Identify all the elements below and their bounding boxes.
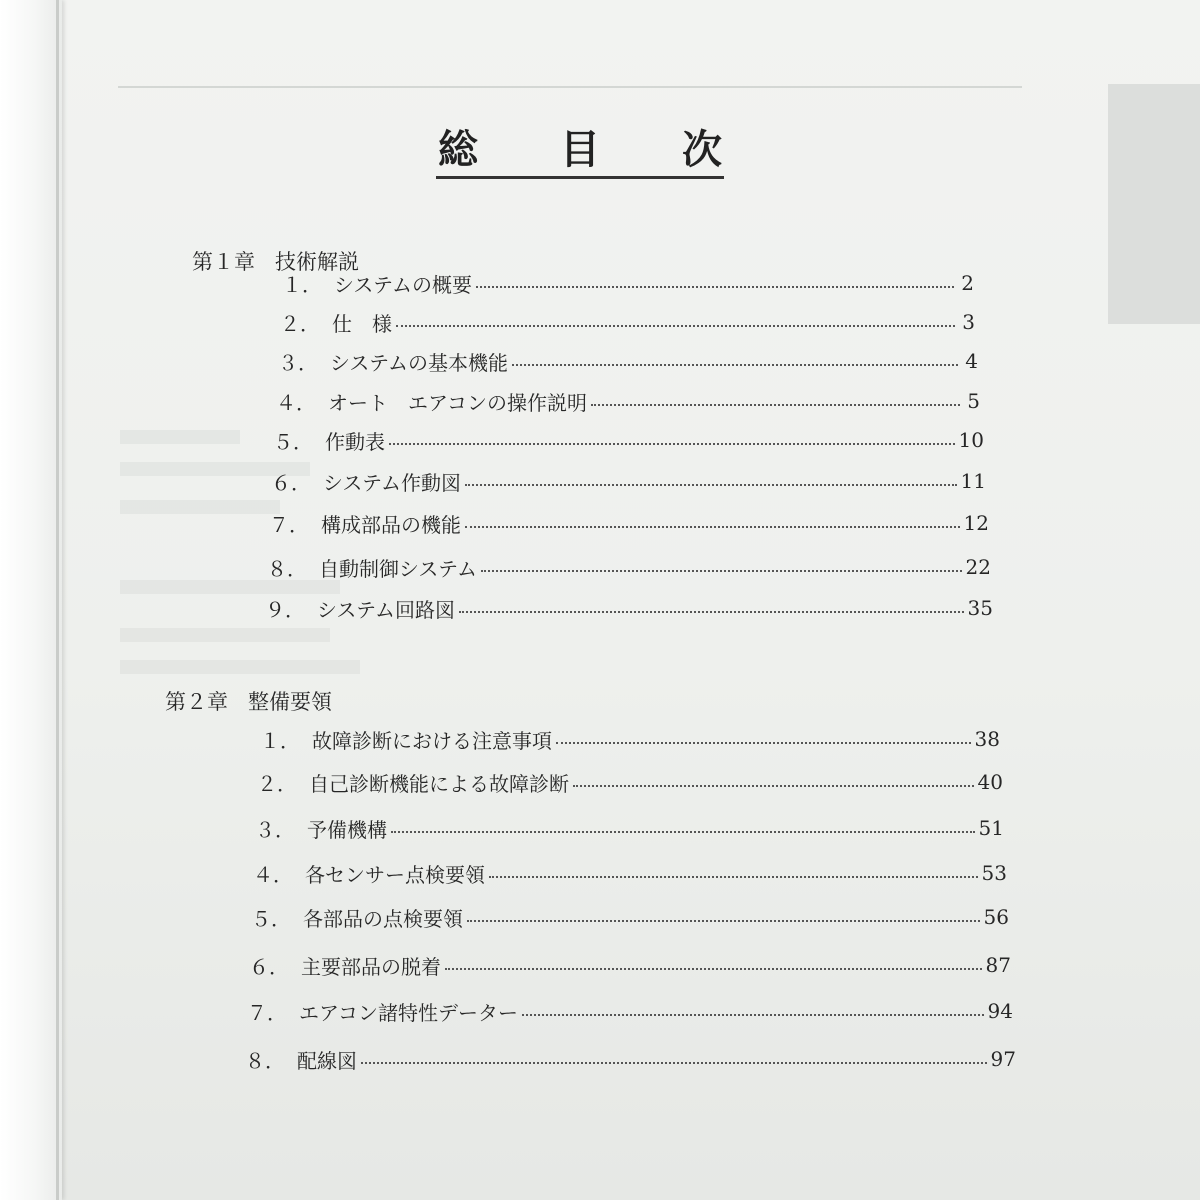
dot-leader [459, 611, 964, 613]
entry-label: システムの概要 [334, 272, 472, 297]
chapter-2-heading [165, 686, 332, 716]
chapter-title: 技術解説 [275, 250, 359, 274]
chapter-title: 整備要領 [248, 690, 332, 714]
entry-label: 主要部品の脱着 [301, 954, 441, 979]
entry-page: 56 [983, 905, 1009, 929]
toc-entry [245, 1044, 1016, 1074]
entry-page: 11 [960, 469, 986, 493]
dot-leader [467, 920, 980, 922]
chapter-number: 第１章 [192, 250, 255, 274]
page-title [438, 118, 724, 174]
entry-label: 故障診断における注意事項 [312, 728, 552, 753]
title-char: 総 [438, 125, 480, 173]
entry-number: ２． [257, 771, 297, 796]
dot-leader [522, 1014, 984, 1016]
toc-entry [282, 268, 974, 298]
bleed-through [120, 430, 240, 444]
title-char: 目 [560, 125, 602, 173]
entry-page: 10 [958, 428, 984, 452]
entry-label: オート エアコンの操作説明 [328, 390, 587, 415]
toc-entry [253, 858, 1007, 888]
bleed-through [120, 500, 280, 514]
entry-number: ９． [265, 597, 305, 622]
entry-page: 3 [962, 310, 975, 334]
dot-leader [512, 364, 958, 366]
toc-entry [255, 813, 1004, 843]
entry-number: ３． [278, 350, 318, 375]
binding-edge [56, 0, 59, 1200]
dot-leader [465, 526, 960, 528]
dot-leader [396, 325, 955, 327]
dot-leader [391, 831, 975, 833]
entry-label: 予備機構 [307, 817, 387, 842]
dot-leader [573, 785, 974, 787]
toc-entry [276, 386, 980, 416]
entry-page: 51 [978, 816, 1004, 840]
entry-page: 87 [985, 953, 1011, 977]
dot-leader [476, 286, 954, 288]
toc-entry [278, 346, 978, 376]
dot-leader [556, 742, 971, 744]
entry-page: 2 [961, 271, 974, 295]
dot-leader [389, 443, 955, 445]
dot-leader [591, 404, 960, 406]
entry-label: エアコン諸特性データー [299, 1000, 518, 1025]
entry-number: １． [260, 728, 300, 753]
toc-entry [265, 593, 993, 623]
dot-leader [445, 968, 982, 970]
entry-number: ４． [253, 862, 293, 887]
entry-number: ６． [271, 470, 311, 495]
entry-label: 自己診断機能による故障診断 [309, 771, 569, 796]
entry-number: ５． [251, 906, 291, 931]
toc-entry [257, 767, 1003, 797]
bleed-through [120, 580, 340, 594]
entry-label: 配線図 [297, 1048, 357, 1073]
chapter-number: 第２章 [165, 690, 228, 714]
entry-number: ７． [269, 512, 309, 537]
entry-page: 35 [967, 596, 993, 620]
dot-leader [465, 484, 957, 486]
entry-page: 4 [965, 349, 978, 373]
bleed-through [120, 660, 360, 674]
toc-entry [251, 902, 1009, 932]
entry-page: 5 [967, 389, 980, 413]
dot-leader [489, 876, 978, 878]
entry-label: システム作動図 [323, 470, 461, 495]
entry-page: 94 [987, 999, 1013, 1023]
entry-label: 自動制御システム [319, 556, 477, 581]
entry-page: 53 [981, 861, 1007, 885]
title-underline [436, 176, 724, 179]
entry-page: 97 [990, 1047, 1016, 1071]
entry-label: 各部品の点検要領 [303, 906, 463, 931]
entry-label: システム回路図 [317, 597, 455, 622]
page-binding [0, 0, 62, 1200]
bleed-through [120, 628, 330, 642]
entry-number: ４． [276, 390, 316, 415]
entry-page: 12 [963, 511, 989, 535]
entry-page: 22 [965, 555, 991, 579]
entry-number: ５． [273, 429, 313, 454]
entry-number: １． [282, 272, 322, 297]
dot-leader [481, 570, 962, 572]
entry-number: ６． [249, 954, 289, 979]
entry-page: 38 [974, 727, 1000, 751]
entry-number: ８． [245, 1048, 285, 1073]
toc-entry [249, 950, 1011, 980]
entry-number: ３． [255, 817, 295, 842]
entry-number: ８． [267, 556, 307, 581]
entry-number: ２． [280, 311, 320, 336]
toc-entry [247, 996, 1013, 1026]
title-char: 次 [682, 125, 724, 173]
entry-label: 構成部品の機能 [321, 512, 461, 537]
entry-page: 40 [977, 770, 1003, 794]
side-tab [1108, 84, 1200, 324]
toc-entry [271, 466, 986, 496]
entry-label: システムの基本機能 [330, 350, 508, 375]
entry-label: 各センサー点検要領 [305, 862, 485, 887]
dot-leader [361, 1062, 987, 1064]
toc-entry [273, 425, 984, 455]
toc-entry [269, 508, 989, 538]
entry-label: 作動表 [325, 429, 385, 454]
toc-entry [267, 552, 991, 582]
entry-label: 仕 様 [332, 311, 392, 336]
toc-entry [260, 724, 1000, 754]
header-rule [118, 86, 1022, 88]
toc-entry [280, 307, 975, 337]
entry-number: ７． [247, 1000, 287, 1025]
